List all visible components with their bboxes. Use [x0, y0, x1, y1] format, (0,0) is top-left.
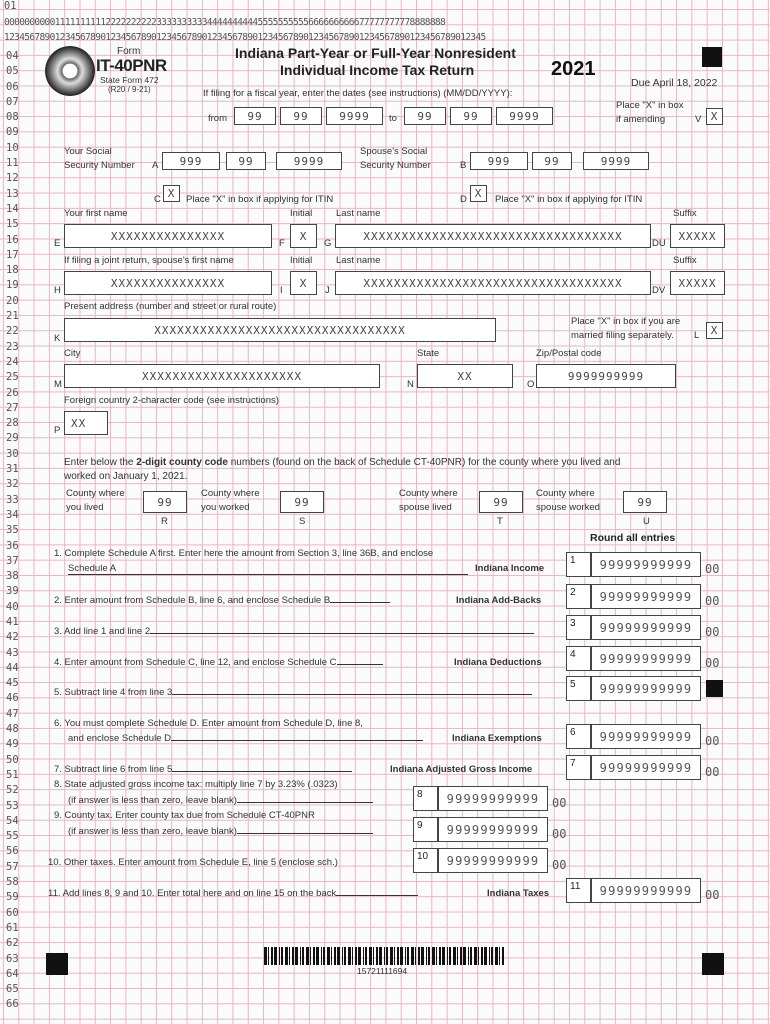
spouse-ssn-part3[interactable]: 9999	[583, 152, 649, 170]
barcode-bar	[460, 947, 462, 965]
barcode-bar	[363, 947, 364, 965]
form-revision: (R20 / 9-21)	[108, 85, 151, 94]
line9-number: 9	[413, 817, 438, 842]
row-number: 44	[6, 661, 19, 674]
row-number: 26	[6, 386, 19, 399]
row-number: 24	[6, 355, 19, 368]
registration-mark	[702, 47, 722, 67]
row-number: 25	[6, 371, 19, 384]
barcode-bar	[344, 947, 346, 965]
k-letter: K	[54, 333, 61, 344]
line2-amount[interactable]: 99999999999	[591, 584, 701, 609]
itin-c-letter: C	[154, 194, 161, 205]
row-number: 28	[6, 417, 19, 430]
line4-tag: Indiana Deductions	[454, 657, 542, 668]
row-number: 53	[6, 799, 19, 812]
row-number: 34	[6, 508, 19, 521]
row-number: 59	[6, 891, 19, 904]
barcode-bar	[331, 947, 332, 965]
barcode-bar	[342, 947, 343, 965]
row-number: 21	[6, 310, 19, 323]
barcode-bar	[499, 947, 500, 965]
line6-number: 6	[566, 724, 591, 749]
barcode-bar	[407, 947, 409, 965]
row-number: 51	[6, 768, 19, 781]
o-letter: O	[527, 379, 535, 390]
line10-number: 10	[413, 848, 438, 873]
form-word: Form	[117, 46, 141, 57]
line2-text: 2. Enter amount from Schedule B, line 6, and enclose Schedule B	[54, 595, 450, 606]
row-number: 10	[6, 141, 19, 154]
line11-text: 11. Add lines 8, 9 and 10. Enter total here and on line 15 on the back	[48, 888, 418, 899]
barcode-bar	[394, 947, 395, 965]
line2-number: 2	[566, 584, 591, 609]
barcode-bar	[478, 947, 479, 965]
spouse-suffix-label: Suffix	[673, 255, 697, 266]
row-number: 04	[6, 50, 19, 62]
du-letter: DU	[652, 238, 666, 249]
suffix-field[interactable]: XXXXX	[670, 224, 725, 248]
first-name-field[interactable]: XXXXXXXXXXXXXXX	[64, 224, 272, 248]
spouse-ssn-label-1: Spouse's Social	[360, 146, 428, 157]
barcode-bar	[268, 947, 269, 965]
barcode-bar	[484, 947, 487, 965]
county-s-field[interactable]: 99	[280, 491, 324, 513]
row-number: 07	[6, 95, 19, 108]
barcode-bar	[302, 947, 304, 965]
barcode-bar	[365, 947, 367, 965]
row-number: 45	[6, 677, 19, 690]
form-title-line2: Individual Income Tax Return	[280, 62, 475, 78]
row-number: 27	[6, 401, 19, 414]
barcode-bar	[369, 947, 372, 965]
fiscal-to-month[interactable]: 99	[404, 107, 446, 125]
barcode-bar	[449, 947, 451, 965]
county-u-label-2: spouse worked	[536, 502, 600, 513]
j-letter: J	[325, 285, 330, 296]
barcode-bar	[274, 947, 277, 965]
row-number: 47	[6, 707, 19, 720]
county-u-field[interactable]: 99	[623, 491, 667, 513]
row-number: 39	[6, 585, 19, 598]
present-address-label: Present address (number and street or rural route)	[64, 301, 277, 312]
row-number: 18	[6, 264, 19, 277]
barcode-bar	[355, 947, 357, 965]
from-label: from	[208, 113, 227, 124]
row-number: 17	[6, 248, 19, 261]
line6-text-a: 6. You must complete Schedule D. Enter amount from Schedule D, line 8,	[54, 718, 363, 729]
line6-text-b: and enclose Schedule D	[68, 733, 423, 744]
row-number: 54	[6, 814, 19, 827]
barcode-bar	[421, 947, 424, 965]
form-title-line1: Indiana Part-Year or Full-Year Nonresident	[235, 45, 516, 61]
barcode-bar	[313, 947, 315, 965]
row-number: 58	[6, 876, 19, 889]
your-ssn-part1[interactable]: 999	[162, 152, 220, 170]
barcode-bar	[379, 947, 382, 965]
barcode-bar	[373, 947, 374, 965]
line4-cents[interactable]: 00	[705, 656, 720, 670]
fiscal-to-day[interactable]: 99	[450, 107, 492, 125]
barcode-bar	[271, 947, 273, 965]
form-id: IT-40PNR	[96, 56, 167, 75]
row-number: 31	[6, 463, 19, 476]
state-label: State	[417, 348, 440, 359]
initial-label: Initial	[290, 208, 313, 219]
line4-amount[interactable]: 99999999999	[591, 646, 701, 671]
row-number: 16	[6, 233, 19, 246]
line7-tag: Indiana Adjusted Gross Income	[390, 764, 533, 775]
your-ssn-part2[interactable]: 99	[226, 152, 266, 170]
line2-cents[interactable]: 00	[705, 594, 720, 608]
row-number: 62	[6, 937, 19, 950]
tax-year: 2021	[551, 58, 596, 80]
row-number: 43	[6, 646, 19, 659]
fiscal-from-year[interactable]: 9999	[326, 107, 383, 125]
county-instructions-2: worked on January 1, 2021.	[64, 471, 188, 482]
barcode-bar	[390, 947, 393, 965]
barcode-bar	[334, 947, 336, 965]
line5-text: 5. Subtract line 4 from line 3	[54, 687, 532, 698]
itin-d-checkbox[interactable]: X	[470, 185, 487, 202]
line10-text: 10. Other taxes. Enter amount from Schedule E, line 5 (enclose sch.)	[48, 857, 338, 868]
row-number: 32	[6, 478, 19, 491]
row-number: 09	[6, 126, 19, 139]
line8-cents[interactable]: 00	[552, 796, 567, 810]
line10-amount[interactable]: 99999999999	[438, 848, 548, 873]
line6-amount[interactable]: 99999999999	[591, 724, 701, 749]
line9-text-b: (if answer is less than zero, leave blank)	[68, 826, 373, 837]
line8-text-b: (if answer is less than zero, leave blank)	[68, 795, 373, 806]
county-r-letter: R	[161, 516, 168, 527]
row-number: 63	[6, 952, 19, 965]
spouse-ssn-part1[interactable]: 999	[470, 152, 528, 170]
row-number: 19	[6, 279, 19, 292]
row-number: 41	[6, 615, 19, 628]
country-code-field[interactable]: XX	[64, 411, 108, 435]
mfs-checkbox[interactable]: X	[706, 322, 723, 339]
row-number: 56	[6, 845, 19, 858]
mfs-text-2: married filing separately.	[571, 330, 674, 341]
row-number: 42	[6, 631, 19, 644]
barcode-bar	[327, 947, 330, 965]
row-number: 13	[6, 187, 19, 200]
your-ssn-label-2: Security Number	[64, 160, 135, 171]
amending-checkbox[interactable]: X	[706, 108, 723, 125]
spouse-initial-field[interactable]: X	[290, 271, 317, 295]
spouse-initial-label: Initial	[290, 255, 313, 266]
county-s-label-1: County where	[201, 488, 260, 499]
barcode-bar	[463, 947, 466, 965]
row-number: 46	[6, 692, 19, 705]
line7-cents[interactable]: 00	[705, 765, 720, 779]
n-letter: N	[407, 379, 414, 390]
county-s-letter: S	[299, 516, 306, 527]
barcode-bar	[415, 947, 416, 965]
barcode-bar	[289, 947, 290, 965]
dv-letter: DV	[652, 285, 666, 296]
row-number: 08	[6, 111, 19, 124]
city-field[interactable]: XXXXXXXXXXXXXXXXXXXXX	[64, 364, 380, 388]
line4-text: 4. Enter amount from Schedule C, line 12, and enclose Schedule C	[54, 657, 383, 668]
barcode-bar	[264, 947, 267, 965]
state-field[interactable]: XX	[417, 364, 513, 388]
barcode-bar	[502, 947, 504, 965]
row-number: 55	[6, 830, 19, 843]
e-letter: E	[54, 238, 61, 249]
street-address-field[interactable]: XXXXXXXXXXXXXXXXXXXXXXXXXXXXXXXXX	[64, 318, 496, 342]
your-ssn-part3[interactable]: 9999	[276, 152, 342, 170]
p-letter: P	[54, 425, 61, 436]
barcode-bar	[386, 947, 388, 965]
line5-amount[interactable]: 99999999999	[591, 676, 701, 701]
spouse-ssn-part2[interactable]: 99	[532, 152, 572, 170]
barcode-bar	[481, 947, 483, 965]
itin-c-text: Place "X" in box if applying for ITIN	[186, 194, 334, 205]
barcode-bar	[337, 947, 340, 965]
fiscal-from-month[interactable]: 99	[234, 107, 276, 125]
line9-amount[interactable]: 99999999999	[438, 817, 548, 842]
row-number: 20	[6, 294, 19, 307]
fiscal-year-instructions: If filing for a fiscal year, enter the dates (see instructions) (MM/DD/YYYY):	[203, 88, 513, 99]
first-name-label: Your first name	[64, 208, 128, 219]
row-number: 05	[6, 65, 19, 78]
line6-cents[interactable]: 00	[705, 734, 720, 748]
barcode-bar	[428, 947, 430, 965]
barcode-bar	[281, 947, 283, 965]
line1-text-a: 1. Complete Schedule A first. Enter here the amount from Section 3, line 36B, and enclose	[54, 548, 434, 559]
barcode-bar	[295, 947, 298, 965]
county-t-label-1: County where	[399, 488, 458, 499]
barcode-bar	[468, 947, 469, 965]
line7-amount[interactable]: 99999999999	[591, 755, 701, 780]
barcode-bar	[453, 947, 456, 965]
barcode-bar	[348, 947, 351, 965]
barcode-bar	[489, 947, 490, 965]
line8-amount[interactable]: 99999999999	[438, 786, 548, 811]
itin-d-letter: D	[460, 194, 467, 205]
barcode-bar	[316, 947, 319, 965]
line9-text-a: 9. County tax. Enter county tax due from Schedule CT-40PNR	[54, 810, 315, 821]
barcode-bar	[418, 947, 420, 965]
mfs-text-1: Place "X" in box if you are	[571, 316, 681, 327]
spouse-last-name-label: Last name	[336, 255, 381, 266]
barcode-bar	[285, 947, 288, 965]
barcode-bar	[376, 947, 378, 965]
barcode-bar	[300, 947, 301, 965]
barcode	[264, 947, 506, 965]
line10-cents[interactable]: 00	[552, 858, 567, 872]
barcode-bar	[321, 947, 322, 965]
line2-tag: Indiana Add-Backs	[456, 595, 542, 606]
line3-number: 3	[566, 615, 591, 640]
state-seal-icon	[45, 46, 95, 96]
amending-text-2: if amending	[616, 114, 666, 125]
barcode-bar	[352, 947, 353, 965]
line1-number: 1	[566, 552, 591, 577]
line5-number: 5	[566, 676, 591, 701]
row-number: 12	[6, 172, 19, 185]
county-t-label-2: spouse lived	[399, 502, 452, 513]
barcode-bar	[426, 947, 427, 965]
row-number: 30	[6, 447, 19, 460]
line7-text: 7. Subtract line 6 from line 5	[54, 764, 352, 775]
row-number: 40	[6, 600, 19, 613]
zip-field[interactable]: 9999999999	[536, 364, 676, 388]
line1-tag: Indiana Income	[475, 563, 545, 574]
due-date: Due April 18, 2022	[631, 77, 718, 89]
line1-cents[interactable]: 00	[705, 562, 720, 576]
barcode-bar	[323, 947, 325, 965]
city-label: City	[64, 348, 81, 359]
line8-number: 8	[413, 786, 438, 811]
barcode-bar	[384, 947, 385, 965]
line8-text-a: 8. State adjusted gross income tax: multiply line 7 by 3.23% (.0323)	[54, 779, 338, 790]
amending-text-1: Place "X" in box	[616, 100, 684, 111]
line3-cents[interactable]: 00	[705, 625, 720, 639]
barcode-bar	[436, 947, 437, 965]
your-ssn-letter: A	[152, 160, 159, 171]
row-number-column	[6, 49, 36, 1013]
spouse-suffix-field[interactable]: XXXXX	[670, 271, 725, 295]
county-r-label-2: you lived	[66, 502, 104, 513]
ruler-ones: 12345678901234567890123456789012345678901234567890123456789012345678901234567890123456789012345	[4, 32, 486, 43]
barcode-bar	[405, 947, 406, 965]
barcode-bar	[310, 947, 311, 965]
line3-amount[interactable]: 99999999999	[591, 615, 701, 640]
f-letter: F	[279, 238, 285, 249]
ruler-top-label: 01	[4, 0, 17, 12]
row-number: 49	[6, 738, 19, 751]
line11-amount[interactable]: 99999999999	[591, 878, 701, 903]
row-number: 66	[6, 998, 19, 1011]
line11-cents[interactable]: 00	[705, 888, 720, 902]
barcode-bar	[432, 947, 435, 965]
registration-mark	[706, 680, 723, 697]
row-number: 36	[6, 539, 19, 552]
initial-field[interactable]: X	[290, 224, 317, 248]
barcode-bar	[457, 947, 458, 965]
line6-tag: Indiana Exemptions	[452, 733, 542, 744]
fiscal-to-year[interactable]: 9999	[496, 107, 553, 125]
line7-number: 7	[566, 755, 591, 780]
h-letter: H	[54, 285, 61, 296]
g-letter: G	[324, 238, 332, 249]
line11-number: 11	[566, 878, 591, 903]
spouse-ssn-letter: B	[460, 160, 467, 171]
round-all-entries: Round all entries	[590, 532, 676, 544]
row-number: 38	[6, 570, 19, 583]
row-number: 22	[6, 325, 19, 338]
barcode-bar	[292, 947, 294, 965]
row-number: 11	[6, 157, 19, 170]
row-number: 60	[6, 906, 19, 919]
your-ssn-label-1: Your Social	[64, 146, 112, 157]
county-r-field[interactable]: 99	[143, 491, 187, 513]
m-letter: M	[54, 379, 62, 390]
barcode-bar	[439, 947, 441, 965]
spouse-first-name-field[interactable]: XXXXXXXXXXXXXXX	[64, 271, 272, 295]
county-r-label-1: County where	[66, 488, 125, 499]
row-number: 14	[6, 202, 19, 215]
itin-d-text: Place "X" in box if applying for ITIN	[495, 194, 643, 205]
row-number: 64	[6, 967, 19, 980]
county-instructions: Enter below the 2-digit county code numbers (found on the back of Schedule CT-40PNR) for the county where you lived and	[64, 457, 621, 468]
line9-cents[interactable]: 00	[552, 827, 567, 841]
spouse-ssn-label-2: Security Number	[360, 160, 431, 171]
barcode-bar	[411, 947, 414, 965]
line4-number: 4	[566, 646, 591, 671]
barcode-bar	[470, 947, 472, 965]
to-label: to	[389, 113, 397, 124]
registration-mark	[46, 953, 68, 975]
amending-letter: V	[695, 114, 702, 125]
suffix-label: Suffix	[673, 208, 697, 219]
fiscal-from-day[interactable]: 99	[280, 107, 322, 125]
spouse-last-name-field[interactable]: XXXXXXXXXXXXXXXXXXXXXXXXXXXXXXXXXX	[335, 271, 651, 295]
row-number: 50	[6, 753, 19, 766]
barcode-bar	[442, 947, 445, 965]
row-number: 57	[6, 860, 19, 873]
row-number: 48	[6, 723, 19, 736]
zip-label: Zip/Postal code	[536, 348, 602, 359]
row-number: 61	[6, 921, 19, 934]
country-code-label: Foreign country 2-character code (see instructions)	[64, 395, 279, 406]
ruler-tens: 000000000011111111112222222222333333333344444444445555555555666666666677777777778888888	[4, 17, 446, 28]
row-number: 23	[6, 340, 19, 353]
row-number: 06	[6, 80, 19, 93]
barcode-bar	[279, 947, 280, 965]
last-name-label: Last name	[336, 208, 381, 219]
spouse-first-name-label: If filing a joint return, spouse's first name	[64, 255, 234, 266]
barcode-bar	[306, 947, 309, 965]
barcode-number: 15721111694	[357, 966, 408, 976]
line1-amount[interactable]: 99999999999	[591, 552, 701, 577]
county-u-letter: U	[643, 516, 650, 527]
i-letter: I	[280, 285, 283, 296]
row-number: 33	[6, 493, 19, 506]
barcode-bar	[400, 947, 403, 965]
county-u-label-1: County where	[536, 488, 595, 499]
itin-c-checkbox[interactable]: X	[163, 185, 180, 202]
row-number: 29	[6, 432, 19, 445]
row-number: 35	[6, 524, 19, 537]
l-letter: L	[694, 330, 700, 341]
row-number: 37	[6, 554, 19, 567]
barcode-bar	[491, 947, 493, 965]
state-form-number: State Form 472	[100, 75, 159, 85]
barcode-bar	[495, 947, 498, 965]
last-name-field[interactable]: XXXXXXXXXXXXXXXXXXXXXXXXXXXXXXXXXX	[335, 224, 651, 248]
barcode-bar	[447, 947, 448, 965]
row-number: 15	[6, 218, 19, 231]
line1-text-b: Schedule A	[68, 563, 468, 575]
registration-mark	[702, 953, 724, 975]
line3-text: 3. Add line 1 and line 2	[54, 626, 534, 637]
county-s-label-2: you worked	[201, 502, 250, 513]
barcode-bar	[358, 947, 361, 965]
county-t-field[interactable]: 99	[479, 491, 523, 513]
row-number: 52	[6, 784, 19, 797]
line11-tag: Indiana Taxes	[487, 888, 550, 899]
barcode-bar	[397, 947, 399, 965]
county-t-letter: T	[497, 516, 503, 527]
row-number: 65	[6, 983, 19, 996]
barcode-bar	[474, 947, 477, 965]
